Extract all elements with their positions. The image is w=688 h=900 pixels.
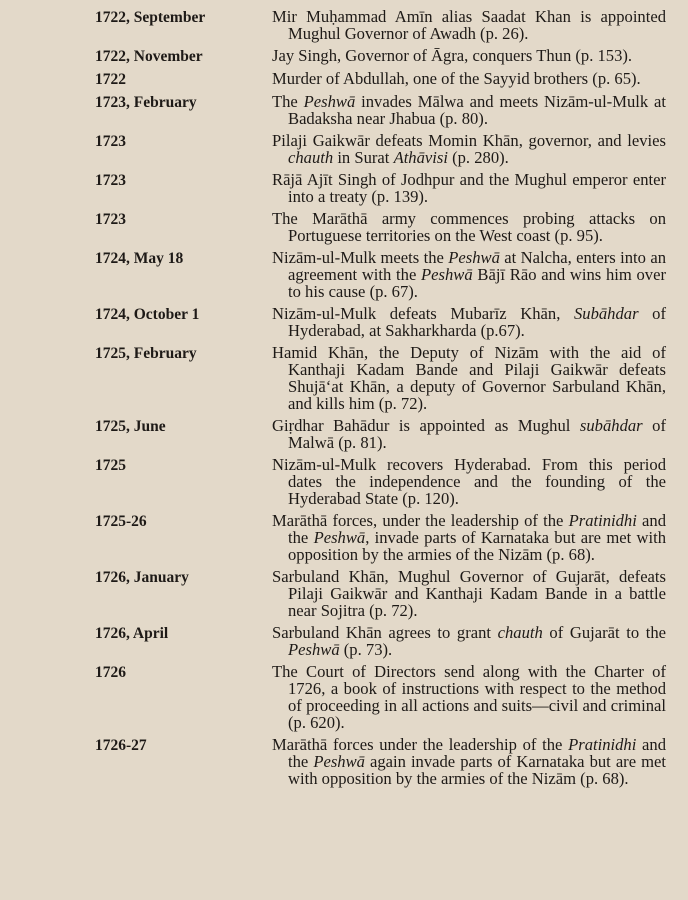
italic-term: chauth <box>288 148 334 167</box>
text-segment: Sarbuland Khān agrees to grant <box>272 623 498 642</box>
entry-description <box>272 624 666 658</box>
text-segment: Sarbuland Khān, Mughul Governor of Gujarāt, defeats Pilaji Gaikwār and Kanthaji Kadam Bande in a battle near Sojitra (p. 72). <box>272 567 666 620</box>
entry-description <box>272 47 666 65</box>
entry-description <box>272 417 666 451</box>
italic-term: Peshwā <box>288 640 340 659</box>
text-segment: , invade parts of Karnataka but are met with opposition by the armies of the Nizām (p. 68). <box>288 528 667 564</box>
text-segment: again invade parts of Karnataka but are met with opposition by the armies of the Nizām (p. 68). <box>288 752 666 788</box>
chronology-entry <box>0 210 688 244</box>
chronology-entry <box>0 344 688 412</box>
entry-date: 1725-26 <box>95 513 147 530</box>
entry-description <box>272 249 666 300</box>
text-segment: Pilaji Gaikwār defeats Momin Khān, governor, and levies <box>272 131 666 150</box>
italic-term: Peshwā <box>421 265 473 284</box>
italic-term: Pratinidhi <box>568 735 637 754</box>
entry-description <box>272 663 666 731</box>
italic-term: Peshwā <box>313 752 365 771</box>
chronology-entry <box>0 568 688 619</box>
text-segment: The <box>272 92 304 111</box>
entry-description <box>272 512 666 563</box>
chronology-entry <box>0 456 688 507</box>
chronology-entry <box>0 8 688 42</box>
chronology-entry <box>0 417 688 451</box>
entry-date: 1723 <box>95 172 126 189</box>
italic-term: Peshwā <box>448 248 500 267</box>
text-segment: of Gujarāt to the <box>542 623 666 642</box>
text-segment: The Marāthā army commences probing attacks on Portuguese territories on the West coast (p. 95). <box>272 209 666 245</box>
chronology-entry <box>0 93 688 127</box>
text-segment: Murder of Abdullah, one of the Sayyid brothers (p. 65). <box>272 69 641 88</box>
entry-date: 1726, April <box>95 625 169 642</box>
entry-date: 1723 <box>95 133 126 150</box>
text-segment: and the <box>288 735 666 771</box>
entry-description <box>272 210 666 244</box>
entry-date: 1726-27 <box>95 737 147 754</box>
text-segment: and the <box>288 511 666 547</box>
entry-date: 1724, May 18 <box>95 250 184 267</box>
entry-description <box>272 70 666 88</box>
chronology-entry <box>0 70 688 88</box>
entry-description <box>272 171 666 205</box>
text-segment: Nizām-ul-Mulk defeats Mubarīz Khān, <box>272 304 574 323</box>
italic-term: Peshwā <box>313 528 366 547</box>
entry-description <box>272 305 666 339</box>
text-segment: (p. 280). <box>447 148 509 167</box>
text-segment: Bājī Rāo and wins him over to his cause (p. 67). <box>288 265 666 301</box>
entry-date: 1725, February <box>95 345 197 362</box>
chronology-entry <box>0 663 688 731</box>
entry-description <box>272 8 666 42</box>
entry-date: 1723, February <box>95 94 197 111</box>
italic-term: Pratinidhi <box>568 511 637 530</box>
text-segment: Jay Singh, Governor of Āgra, conquers Thun (p. 153). <box>272 46 633 65</box>
text-segment: Mir Muḥammad Amīn alias Saadat Khan is appointed Mughul Governor of Awadh (p. 26). <box>272 7 666 43</box>
text-segment: Marāthā forces under the leadership of the <box>272 735 569 754</box>
italic-term: chauth <box>497 623 543 642</box>
entry-description <box>272 736 666 787</box>
chronology-entry <box>0 512 688 563</box>
chronology-entry <box>0 171 688 205</box>
entry-date: 1726, January <box>95 569 189 586</box>
text-segment: Giṛdhar Bahādur is appointed as Mughul <box>272 416 580 435</box>
entry-description <box>272 456 666 507</box>
italic-term: Subāhdar <box>573 304 639 323</box>
chronology-entry <box>0 249 688 300</box>
entry-date: 1722, November <box>95 48 203 65</box>
entry-date: 1725 <box>95 457 126 474</box>
text-segment: (p. 73). <box>339 640 393 659</box>
text-segment: Hamid Khān, the Deputy of Nizām with the aid of Kanthaji Kadam Bande and Pilaji Gaikwār defeats Shujā‘at Khān, a deputy of Governor Sarbuland Khān, and kills him (p. 72). <box>272 343 666 413</box>
chronology-entry <box>0 47 688 65</box>
italic-term: subāhdar <box>579 416 643 435</box>
entry-description <box>272 344 666 412</box>
text-segment: Nizām-ul-Mulk recovers Hyderabad. From this period dates the independence and the founding of the Hyderabad State (p. 120). <box>272 455 666 508</box>
entry-date: 1726 <box>95 664 126 681</box>
entry-description <box>272 568 666 619</box>
entry-date: 1725, June <box>95 418 166 435</box>
text-segment: Marāthā forces, under the leadership of the <box>272 511 569 530</box>
chronology-entry <box>0 736 688 787</box>
text-segment: of Malwā (p. 81). <box>288 416 666 452</box>
text-segment: invades Mālwa and meets Nizām-ul-Mulk at Badaksha near Jhabua (p. 80). <box>288 92 667 128</box>
text-segment: The Court of Directors send along with the Charter of 1726, a book of instructions with respect to the method of proceeding in all actions and suits—civil and criminal (p. 620). <box>272 662 666 732</box>
entry-date: 1722 <box>95 71 126 88</box>
text-segment: at Nalcha, enters into an agreement with the <box>288 248 666 284</box>
entry-description <box>272 93 666 127</box>
chronology-entry <box>0 624 688 658</box>
chronology-entry <box>0 132 688 166</box>
text-segment: Rājā Ajīt Singh of Jodhpur and the Mughul emperor enter into a treaty (p. 139). <box>272 170 666 206</box>
text-segment: in Surat <box>333 148 394 167</box>
italic-term: Peshwā <box>303 92 356 111</box>
text-segment: Nizām-ul-Mulk meets the <box>272 248 449 267</box>
text-segment: of Hyderabad, at Sakharkharda (p.67). <box>288 304 666 340</box>
entry-description <box>272 132 666 166</box>
entry-date: 1723 <box>95 211 126 228</box>
entry-date: 1724, October 1 <box>95 306 200 323</box>
entry-date: 1722, September <box>95 9 206 26</box>
italic-term: Athāvisi <box>393 148 448 167</box>
chronology-entry <box>0 305 688 339</box>
